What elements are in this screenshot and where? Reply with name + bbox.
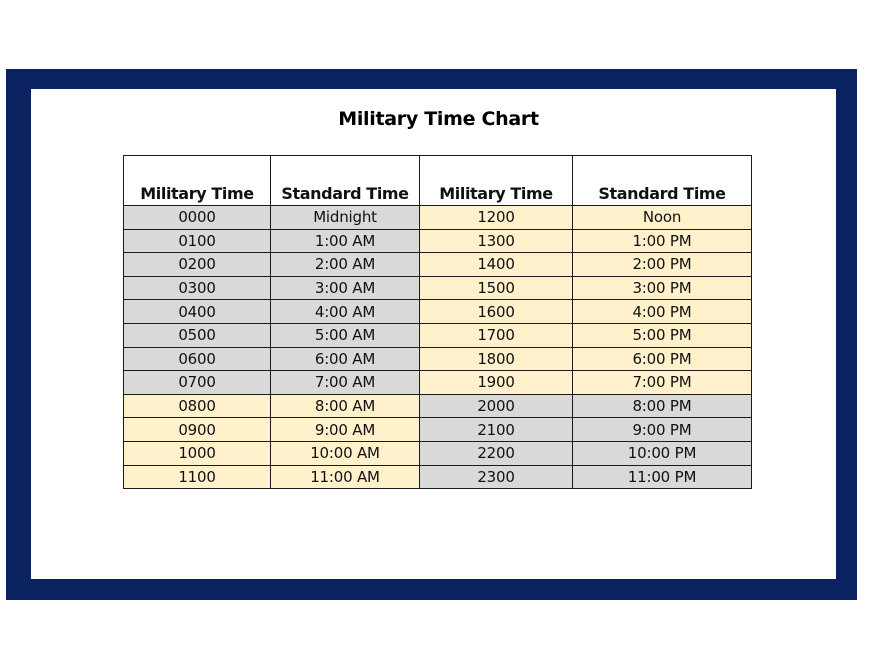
military-time-cell: 1300 <box>420 229 573 253</box>
military-time-cell: 0800 <box>124 394 271 418</box>
standard-time-cell: 10:00 PM <box>573 441 752 465</box>
standard-time-cell: 3:00 AM <box>271 276 420 300</box>
military-time-cell: 2100 <box>420 418 573 442</box>
table-row <box>124 347 752 371</box>
standard-time-cell: 4:00 PM <box>573 300 752 324</box>
military-time-cell: 1700 <box>420 323 573 347</box>
standard-time-cell: 4:00 AM <box>271 300 420 324</box>
header-standard-time-pm: Standard Time <box>573 156 752 206</box>
military-time-cell: 1500 <box>420 276 573 300</box>
military-time-cell: 0500 <box>124 323 271 347</box>
military-time-cell: 1900 <box>420 371 573 395</box>
military-time-cell: 0400 <box>124 300 271 324</box>
standard-time-cell: 6:00 PM <box>573 347 752 371</box>
header-standard-time-am: Standard Time <box>271 156 420 206</box>
table-header-row <box>124 156 752 206</box>
military-time-cell: 0000 <box>124 206 271 230</box>
table-row <box>124 371 752 395</box>
military-time-cell: 0100 <box>124 229 271 253</box>
standard-time-cell: Midnight <box>271 206 420 230</box>
standard-time-cell: 8:00 PM <box>573 394 752 418</box>
standard-time-cell: 8:00 AM <box>271 394 420 418</box>
military-time-cell: 0700 <box>124 371 271 395</box>
page-title: Military Time Chart <box>338 108 539 130</box>
standard-time-cell: 11:00 AM <box>271 465 420 489</box>
military-time-cell: 1800 <box>420 347 573 371</box>
standard-time-cell: 7:00 AM <box>271 371 420 395</box>
table-row <box>124 441 752 465</box>
header-military-time-pm: Military Time <box>420 156 573 206</box>
standard-time-cell: 11:00 PM <box>573 465 752 489</box>
military-time-cell: 1100 <box>124 465 271 489</box>
military-time-cell: 1200 <box>420 206 573 230</box>
table-row <box>124 229 752 253</box>
standard-time-cell: 3:00 PM <box>573 276 752 300</box>
table-row <box>124 253 752 277</box>
standard-time-cell: 9:00 PM <box>573 418 752 442</box>
military-time-cell: 2200 <box>420 441 573 465</box>
standard-time-cell: 1:00 PM <box>573 229 752 253</box>
standard-time-cell: 7:00 PM <box>573 371 752 395</box>
table-body <box>124 206 752 489</box>
header-military-time-am: Military Time <box>124 156 271 206</box>
military-time-cell: 1600 <box>420 300 573 324</box>
military-time-cell: 1400 <box>420 253 573 277</box>
standard-time-cell: 5:00 AM <box>271 323 420 347</box>
standard-time-cell: 1:00 AM <box>271 229 420 253</box>
military-time-cell: 2300 <box>420 465 573 489</box>
standard-time-cell: 6:00 AM <box>271 347 420 371</box>
standard-time-cell: 10:00 AM <box>271 441 420 465</box>
standard-time-cell: Noon <box>573 206 752 230</box>
standard-time-cell: 2:00 AM <box>271 253 420 277</box>
military-time-cell: 0200 <box>124 253 271 277</box>
table-row <box>124 300 752 324</box>
military-time-cell: 0300 <box>124 276 271 300</box>
table-row <box>124 276 752 300</box>
military-time-cell: 0900 <box>124 418 271 442</box>
standard-time-cell: 9:00 AM <box>271 418 420 442</box>
standard-time-cell: 2:00 PM <box>573 253 752 277</box>
military-time-cell: 2000 <box>420 394 573 418</box>
table-row <box>124 394 752 418</box>
military-time-cell: 0600 <box>124 347 271 371</box>
standard-time-cell: 5:00 PM <box>573 323 752 347</box>
table-row <box>124 206 752 230</box>
table-row <box>124 465 752 489</box>
table-row <box>124 323 752 347</box>
military-time-table <box>123 155 752 489</box>
military-time-cell: 1000 <box>124 441 271 465</box>
table-row <box>124 418 752 442</box>
